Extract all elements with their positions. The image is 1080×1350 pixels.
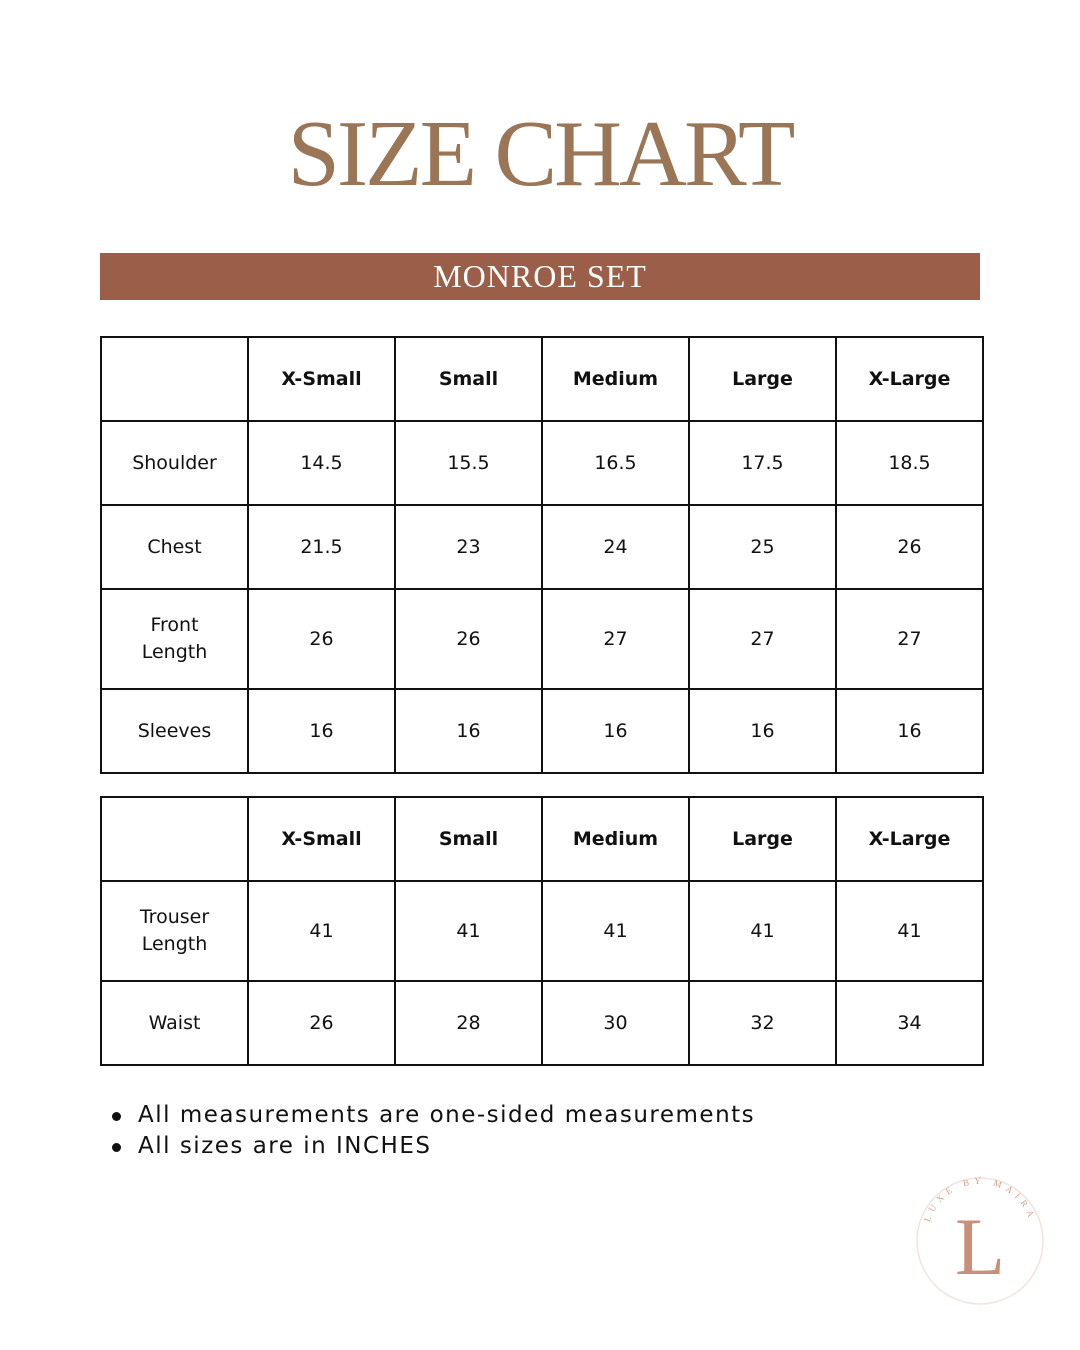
- size-header: Small: [395, 337, 542, 421]
- table-row: [101, 589, 983, 689]
- measurement-cell: 26: [836, 505, 983, 589]
- brand-logo: [910, 1172, 1050, 1312]
- table-header-row: [101, 797, 983, 881]
- page-title: SIZE CHART: [287, 102, 793, 206]
- row-label: Chest: [101, 505, 248, 589]
- measurement-cell: 26: [248, 981, 395, 1065]
- product-name-banner: MONROE SET: [100, 253, 980, 300]
- top-size-table: [100, 336, 984, 774]
- table-row: [101, 689, 983, 773]
- measurement-cell: 27: [542, 589, 689, 689]
- row-label: Waist: [101, 981, 248, 1065]
- measurement-cell: 16: [836, 689, 983, 773]
- measurement-cell: 27: [836, 589, 983, 689]
- row-label: Shoulder: [101, 421, 248, 505]
- measurement-cell: 32: [689, 981, 836, 1065]
- row-label: Sleeves: [101, 689, 248, 773]
- measurement-cell: 18.5: [836, 421, 983, 505]
- row-label: [101, 589, 248, 689]
- measurement-cell: 41: [689, 881, 836, 981]
- row-label-line: Trouser: [139, 906, 210, 928]
- size-header: X-Small: [248, 797, 395, 881]
- measurement-cell: 24: [542, 505, 689, 589]
- measurement-cell: 26: [395, 589, 542, 689]
- size-header: Medium: [542, 797, 689, 881]
- row-label-line: Front: [150, 614, 199, 636]
- measurement-cell: 41: [836, 881, 983, 981]
- row-label-line: Length: [141, 641, 208, 663]
- table-row: [101, 421, 983, 505]
- bullet-icon: [112, 1143, 121, 1152]
- size-header: Medium: [542, 337, 689, 421]
- measurement-cell: 15.5: [395, 421, 542, 505]
- measurement-cell: 14.5: [248, 421, 395, 505]
- measurement-cell: 23: [395, 505, 542, 589]
- logo-ring-text: LUXE BY MAIRA: [922, 1175, 1038, 1224]
- measurement-cell: 41: [248, 881, 395, 981]
- header-empty-cell: [101, 337, 248, 421]
- size-header: Large: [689, 797, 836, 881]
- measurement-cell: 28: [395, 981, 542, 1065]
- measurement-cell: 34: [836, 981, 983, 1065]
- measurement-cell: 16: [689, 689, 836, 773]
- size-header: Small: [395, 797, 542, 881]
- measurement-cell: 16.5: [542, 421, 689, 505]
- table-row: [101, 505, 983, 589]
- measurement-cell: 26: [248, 589, 395, 689]
- measurement-cell: 16: [248, 689, 395, 773]
- header-empty-cell: [101, 797, 248, 881]
- logo-monogram: L: [954, 1201, 1006, 1292]
- note-item: [110, 1100, 755, 1131]
- measurement-cell: 41: [395, 881, 542, 981]
- row-label-line: Length: [141, 933, 208, 955]
- note-text: All sizes are in INCHES: [138, 1133, 432, 1159]
- measurement-cell: 25: [689, 505, 836, 589]
- table-row: [101, 981, 983, 1065]
- size-header: Large: [689, 337, 836, 421]
- table-header-row: [101, 337, 983, 421]
- measurement-cell: 16: [395, 689, 542, 773]
- measurement-cell: 16: [542, 689, 689, 773]
- measurement-cell: 17.5: [689, 421, 836, 505]
- measurement-cell: 41: [542, 881, 689, 981]
- row-label: [101, 881, 248, 981]
- note-item: [110, 1131, 755, 1162]
- table-row: [101, 881, 983, 981]
- size-header: X-Small: [248, 337, 395, 421]
- measurement-cell: 27: [689, 589, 836, 689]
- size-header: X-Large: [836, 797, 983, 881]
- bullet-icon: [112, 1112, 121, 1121]
- note-text: All measurements are one-sided measurements: [138, 1102, 756, 1128]
- notes-list: [110, 1100, 755, 1162]
- measurement-cell: 30: [542, 981, 689, 1065]
- measurement-cell: 21.5: [248, 505, 395, 589]
- size-header: X-Large: [836, 337, 983, 421]
- bottom-size-table: [100, 796, 984, 1066]
